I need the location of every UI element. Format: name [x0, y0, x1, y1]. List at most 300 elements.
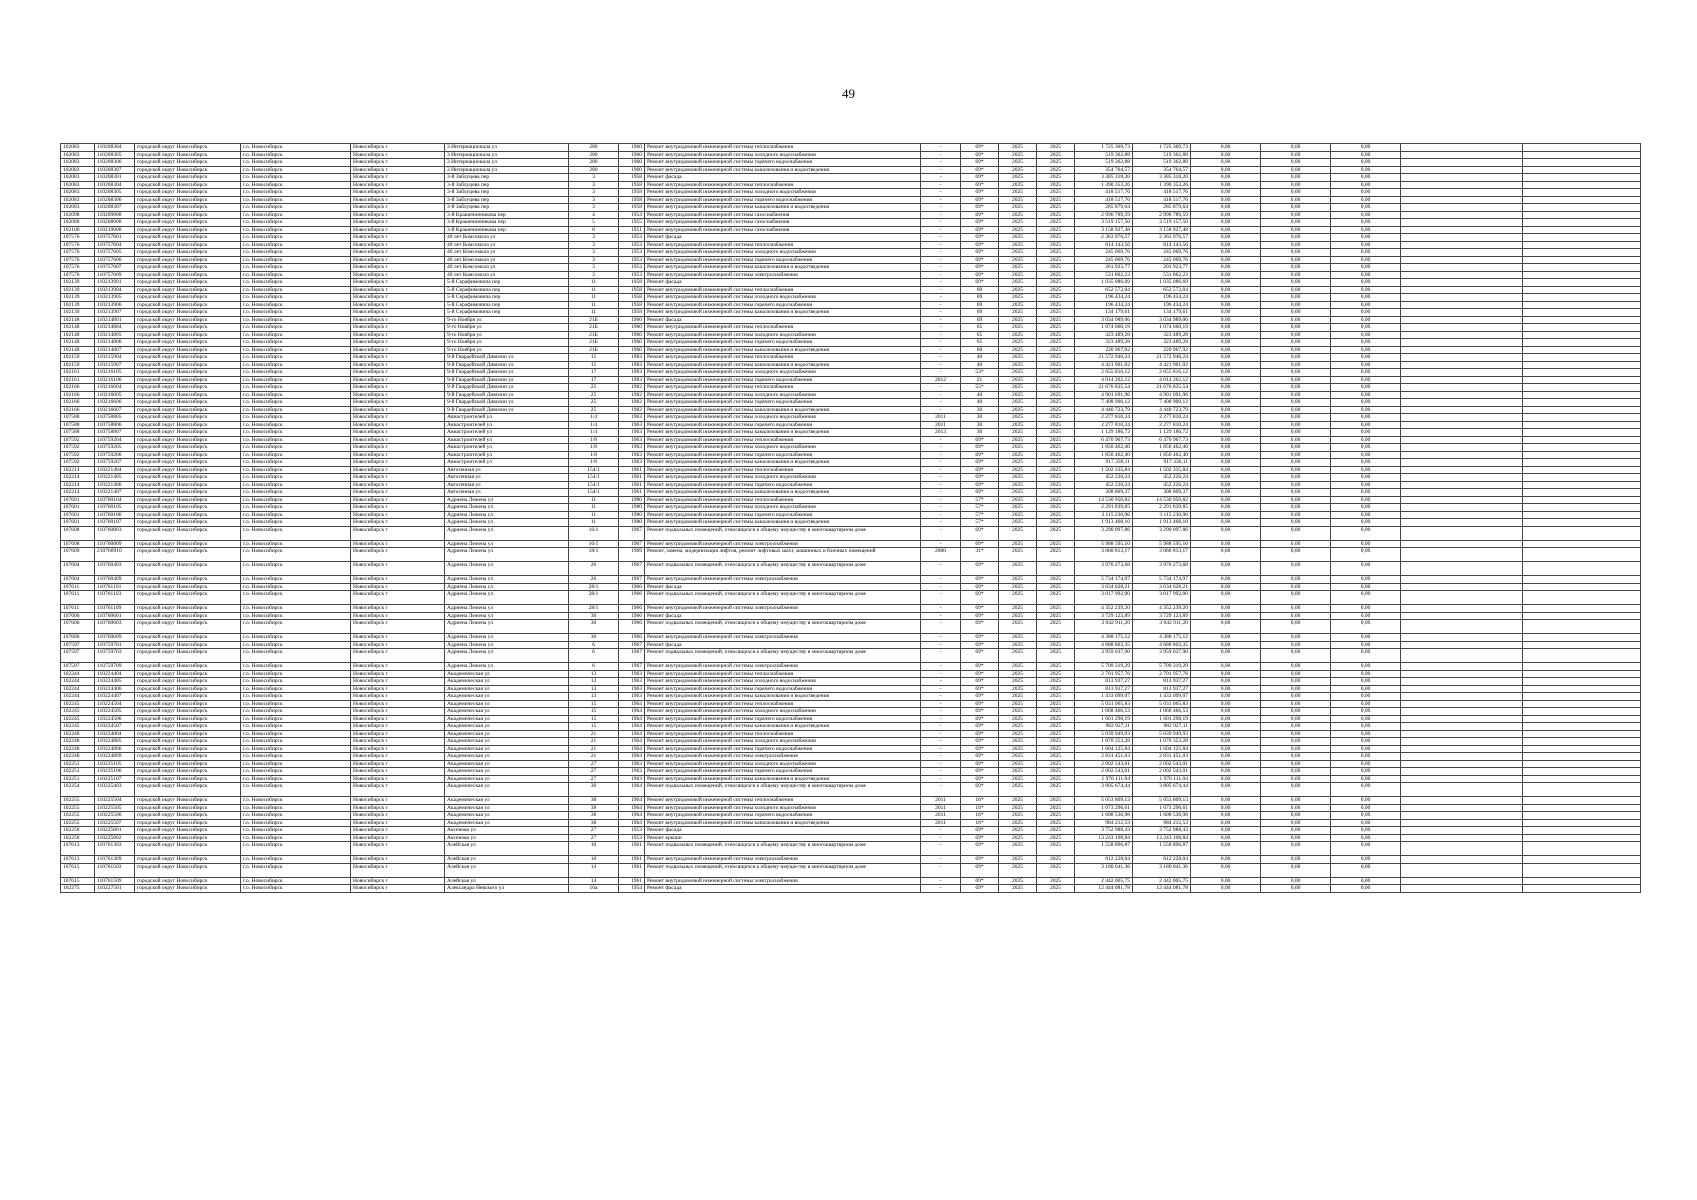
- cell-municipality: г.о. Новосибирск: [241, 842, 351, 856]
- cell-municipality: г.о. Новосибирск: [241, 249, 351, 257]
- cell-house: 16а: [569, 885, 619, 893]
- cell-prev-repair-year: -: [921, 760, 961, 768]
- cell-cost-total: 519 362,88: [1075, 151, 1133, 159]
- cell-work-type: Ремонт фасада: [645, 583, 921, 591]
- cell-plan-end: 2025: [1037, 540, 1075, 548]
- cell-prev-repair-year: -: [921, 685, 961, 693]
- cell-prev-repair-year: -: [921, 700, 961, 708]
- cell-city: Новосибирск г: [351, 286, 445, 294]
- cell-cost-budget-1: 0,00: [1191, 301, 1261, 309]
- cell-city: Новосибирск г: [351, 151, 445, 159]
- cell-cost-budget-1: 0,00: [1191, 324, 1261, 332]
- cell-house: 1/4: [569, 421, 619, 429]
- cell-id: 102161: [61, 376, 95, 384]
- cell-cost-total: 418 517,76: [1075, 196, 1133, 204]
- cell-work-type: Ремонт внутридомовой инженерной системы газоснабжения: [645, 211, 921, 219]
- cell-municipality: г.о. Новосибирск: [241, 591, 351, 605]
- cell-wear: 69*: [961, 241, 999, 249]
- cell-municipality: г.о. Новосибирск: [241, 693, 351, 701]
- cell-plan-end: 2025: [1037, 174, 1075, 182]
- cell-plan-end: 2025: [1037, 166, 1075, 174]
- cell-municipality: г.о. Новосибирск: [241, 670, 351, 678]
- table-row: [61, 451, 1641, 459]
- cell-code: 110225106: [95, 768, 135, 776]
- cell-work-type: Ремонт внутридомовой инженерной системы канализования и водоотведения: [645, 346, 921, 354]
- cell-empty-2: [1523, 354, 1641, 362]
- cell-cost-budget-1: 0,00: [1191, 670, 1261, 678]
- cell-cost-budget-2: 0,00: [1261, 775, 1331, 783]
- cell-code: 110225105: [95, 760, 135, 768]
- cell-street: Академическая ул: [445, 760, 569, 768]
- cell-id: 107611: [61, 591, 95, 605]
- cell-empty-1: [1401, 211, 1523, 219]
- cell-build-year: 1953: [619, 234, 645, 242]
- program-table-container: [60, 143, 1640, 893]
- cell-plan-end: 2025: [1037, 159, 1075, 167]
- cell-cost-owners: 0,00: [1331, 548, 1401, 562]
- cell-code: 110760403: [95, 562, 135, 576]
- cell-cost-owners: 0,00: [1331, 226, 1401, 234]
- cell-cost-budget-1: 0,00: [1191, 834, 1261, 842]
- cell-house: 1/8: [569, 444, 619, 452]
- cell-plan-start: 2025: [999, 548, 1037, 562]
- cell-cost-budget-1: 0,00: [1191, 877, 1261, 885]
- cell-street: 5-й Серафимовича пер: [445, 309, 569, 317]
- cell-id: 102083: [61, 204, 95, 212]
- cell-id: 107615: [61, 863, 95, 877]
- cell-cost-total: 3 034 989,06: [1075, 316, 1133, 324]
- cell-district: городской округ Новосибирск: [135, 715, 241, 723]
- cell-plan-start: 2025: [999, 511, 1037, 519]
- cell-build-year: 1960: [619, 316, 645, 324]
- cell-city: Новосибирск г: [351, 481, 445, 489]
- cell-prev-repair-year: -: [921, 316, 961, 324]
- cell-build-year: 1982: [619, 399, 645, 407]
- cell-cost-owners: 0,00: [1331, 526, 1401, 540]
- cell-city: Новосибирск г: [351, 451, 445, 459]
- cell-id: 102251: [61, 775, 95, 783]
- cell-cost-budget-1: 0,00: [1191, 775, 1261, 783]
- cell-wear: 69*: [961, 181, 999, 189]
- cell-cost-total: 2 277 810,24: [1075, 414, 1133, 422]
- cell-id: 102083: [61, 144, 95, 152]
- cell-plan-end: 2025: [1037, 708, 1075, 716]
- cell-cost-fund: 13 243 108,84: [1133, 834, 1191, 842]
- cell-cost-budget-2: 0,00: [1261, 219, 1331, 227]
- cell-cost-owners: 0,00: [1331, 730, 1401, 738]
- cell-cost-budget-1: 0,00: [1191, 583, 1261, 591]
- cell-empty-1: [1401, 827, 1523, 835]
- cell-plan-start: 2025: [999, 196, 1037, 204]
- cell-prev-repair-year: -: [921, 678, 961, 686]
- cell-id: 102080: [61, 219, 95, 227]
- cell-empty-2: [1523, 819, 1641, 827]
- cell-district: городской округ Новосибирск: [135, 271, 241, 279]
- cell-cost-fund: 5 031 065,83: [1133, 700, 1191, 708]
- cell-empty-1: [1401, 745, 1523, 753]
- cell-empty-2: [1523, 605, 1641, 613]
- cell-house: 10: [569, 842, 619, 856]
- cell-street: Академическая ул: [445, 775, 569, 783]
- cell-street: 3-й Заблуцева пер: [445, 204, 569, 212]
- cell-cost-owners: 0,00: [1331, 466, 1401, 474]
- table-row: [61, 715, 1641, 723]
- cell-work-type: Ремонт внутридомовой инженерной системы теплоснабжения: [645, 700, 921, 708]
- cell-build-year: 1960: [619, 144, 645, 152]
- cell-cost-budget-1: 0,00: [1191, 474, 1261, 482]
- cell-empty-1: [1401, 151, 1523, 159]
- cell-municipality: г.о. Новосибирск: [241, 723, 351, 731]
- cell-id: 107597: [61, 649, 95, 663]
- cell-house: 280: [569, 151, 619, 159]
- cell-cost-total: 354 764,57: [1075, 166, 1133, 174]
- cell-id: 102248: [61, 738, 95, 746]
- cell-cost-total: 452 226,24: [1075, 474, 1133, 482]
- cell-id: 107601: [61, 504, 95, 512]
- cell-municipality: г.о. Новосибирск: [241, 526, 351, 540]
- cell-cost-budget-1: 0,00: [1191, 361, 1261, 369]
- cell-wear: 69*: [961, 649, 999, 663]
- cell-empty-2: [1523, 241, 1641, 249]
- cell-cost-total: 3 729 123,89: [1075, 612, 1133, 620]
- cell-cost-budget-1: 0,00: [1191, 459, 1261, 467]
- cell-build-year: 1963: [619, 436, 645, 444]
- cell-work-type: Ремонт подвальных помещений, относящихся к общему имуществу в многоквартирном доме: [645, 562, 921, 576]
- cell-district: городской округ Новосибирск: [135, 730, 241, 738]
- cell-house: 21: [569, 730, 619, 738]
- cell-cost-budget-2: 0,00: [1261, 496, 1331, 504]
- cell-cost-owners: 0,00: [1331, 885, 1401, 893]
- cell-district: городской округ Новосибирск: [135, 279, 241, 287]
- cell-wear: 69*: [961, 783, 999, 797]
- cell-wear: 69*: [961, 459, 999, 467]
- cell-work-type: Ремонт внутридомовой инженерной системы холодного водоснабжения: [645, 474, 921, 482]
- cell-id: 107601: [61, 496, 95, 504]
- cell-cost-total: 1 850 462,40: [1075, 444, 1133, 452]
- table-row: [61, 429, 1641, 437]
- cell-empty-1: [1401, 286, 1523, 294]
- cell-empty-2: [1523, 181, 1641, 189]
- cell-street: Александра Невского ул: [445, 885, 569, 893]
- cell-cost-total: 5 031 065,83: [1075, 700, 1133, 708]
- cell-build-year: 1983: [619, 354, 645, 362]
- cell-code: 110224407: [95, 693, 135, 701]
- cell-cost-fund: 1 502 335,84: [1133, 466, 1191, 474]
- cell-plan-end: 2025: [1037, 489, 1075, 497]
- cell-cost-budget-1: 0,00: [1191, 591, 1261, 605]
- cell-plan-start: 2025: [999, 489, 1037, 497]
- cell-street: 3-й Крашенинникова пер: [445, 211, 569, 219]
- cell-work-type: Ремонт фасада: [645, 885, 921, 893]
- cell-district: городской округ Новосибирск: [135, 219, 241, 227]
- cell-empty-2: [1523, 708, 1641, 716]
- cell-city: Новосибирск г: [351, 634, 445, 642]
- cell-cost-budget-1: 0,00: [1191, 241, 1261, 249]
- cell-work-type: Ремонт внутридомовой инженерной системы теплоснабжения: [645, 436, 921, 444]
- cell-cost-budget-1: 0,00: [1191, 436, 1261, 444]
- cell-street: Аксенова ул: [445, 834, 569, 842]
- cell-street: Адриена Лежена ул: [445, 511, 569, 519]
- cell-cost-fund: 3 634 628,21: [1133, 583, 1191, 591]
- cell-cost-budget-2: 0,00: [1261, 309, 1331, 317]
- cell-cost-budget-1: 0,00: [1191, 444, 1261, 452]
- cell-prev-repair-year: -: [921, 738, 961, 746]
- cell-municipality: г.о. Новосибирск: [241, 466, 351, 474]
- table-row: [61, 605, 1641, 613]
- table-row: [61, 256, 1641, 264]
- cell-id: 107606: [61, 634, 95, 642]
- table-row: [61, 540, 1641, 548]
- cell-empty-1: [1401, 634, 1523, 642]
- cell-build-year: 1982: [619, 384, 645, 392]
- table-row: [61, 760, 1641, 768]
- cell-house: 38: [569, 797, 619, 805]
- cell-code: 110757606: [95, 256, 135, 264]
- cell-work-type: Ремонт внутридомовой инженерной системы теплоснабжения: [645, 324, 921, 332]
- cell-cost-budget-2: 0,00: [1261, 708, 1331, 716]
- cell-cost-budget-1: 0,00: [1191, 466, 1261, 474]
- cell-empty-1: [1401, 540, 1523, 548]
- cell-cost-budget-2: 0,00: [1261, 166, 1331, 174]
- cell-cost-fund: 1 604 125,84: [1133, 745, 1191, 753]
- cell-id: 107588: [61, 421, 95, 429]
- cell-city: Новосибирск г: [351, 548, 445, 562]
- cell-municipality: г.о. Новосибирск: [241, 489, 351, 497]
- cell-plan-start: 2025: [999, 504, 1037, 512]
- cell-wear: 40: [961, 361, 999, 369]
- cell-plan-end: 2025: [1037, 670, 1075, 678]
- cell-plan-end: 2025: [1037, 649, 1075, 663]
- table-row: [61, 753, 1641, 761]
- table-row: [61, 219, 1641, 227]
- cell-street: 5-й Серафимовича пер: [445, 294, 569, 302]
- cell-cost-fund: 21 676 835,54: [1133, 384, 1191, 392]
- cell-build-year: 1961: [619, 474, 645, 482]
- cell-street: 3-й Крашенинникова пер: [445, 226, 569, 234]
- cell-cost-fund: 519 362,88: [1133, 151, 1191, 159]
- cell-plan-end: 2025: [1037, 511, 1075, 519]
- cell-empty-2: [1523, 842, 1641, 856]
- table-row: [61, 166, 1641, 174]
- cell-cost-total: 196 434,24: [1075, 301, 1133, 309]
- cell-cost-owners: 0,00: [1331, 399, 1401, 407]
- cell-cost-total: 1 502 335,84: [1075, 466, 1133, 474]
- cell-house: 36: [569, 783, 619, 797]
- cell-empty-2: [1523, 583, 1641, 591]
- cell-cost-owners: 0,00: [1331, 863, 1401, 877]
- cell-wear: 69*: [961, 256, 999, 264]
- cell-build-year: 1967: [619, 526, 645, 540]
- cell-id: 107613: [61, 856, 95, 864]
- cell-street: 9-го Ноября ул: [445, 346, 569, 354]
- cell-plan-end: 2025: [1037, 775, 1075, 783]
- cell-district: городской округ Новосибирск: [135, 414, 241, 422]
- cell-cost-owners: 0,00: [1331, 294, 1401, 302]
- cell-municipality: г.о. Новосибирск: [241, 745, 351, 753]
- cell-street: 9-й Гвардейской Дивизии ул: [445, 361, 569, 369]
- cell-house: 21: [569, 738, 619, 746]
- cell-plan-start: 2025: [999, 760, 1037, 768]
- cell-house: 3: [569, 189, 619, 197]
- cell-wear: 69*: [961, 189, 999, 197]
- cell-plan-start: 2025: [999, 421, 1037, 429]
- cell-plan-start: 2025: [999, 745, 1037, 753]
- cell-plan-start: 2025: [999, 144, 1037, 152]
- table-row: [61, 804, 1641, 812]
- cell-cost-owners: 0,00: [1331, 583, 1401, 591]
- cell-street: Алейская ул: [445, 856, 569, 864]
- cell-cost-budget-1: 0,00: [1191, 730, 1261, 738]
- cell-street: 5-й Серафимовича пер: [445, 286, 569, 294]
- cell-street: Авиастроителей ул: [445, 459, 569, 467]
- cell-house: 21Б: [569, 346, 619, 354]
- cell-cost-total: 285 879,64: [1075, 204, 1133, 212]
- cell-work-type: Ремонт внутридомовой инженерной системы холодного водоснабжения: [645, 369, 921, 377]
- cell-cost-total: 3 752 988,43: [1075, 827, 1133, 835]
- cell-street: 9-го Ноября ул: [445, 339, 569, 347]
- cell-plan-start: 2025: [999, 466, 1037, 474]
- cell-prev-repair-year: -: [921, 459, 961, 467]
- cell-house: 1/4: [569, 414, 619, 422]
- cell-cost-owners: 0,00: [1331, 324, 1401, 332]
- cell-cost-budget-2: 0,00: [1261, 151, 1331, 159]
- cell-code: 110224406: [95, 685, 135, 693]
- cell-work-type: Ремонт внутридомовой инженерной системы теплоснабжения: [645, 144, 921, 152]
- cell-build-year: 1967: [619, 562, 645, 576]
- cell-plan-start: 2025: [999, 856, 1037, 864]
- cell-plan-end: 2025: [1037, 583, 1075, 591]
- cell-cost-fund: 5 734 174,97: [1133, 576, 1191, 584]
- cell-code: 110216106: [95, 376, 135, 384]
- cell-cost-budget-1: 0,00: [1191, 279, 1261, 287]
- cell-code: 110224804: [95, 730, 135, 738]
- cell-city: Новосибирск г: [351, 159, 445, 167]
- cell-district: городской округ Новосибирск: [135, 753, 241, 761]
- cell-work-type: Ремонт внутридомовой инженерной системы холодного водоснабжения: [645, 760, 921, 768]
- cell-municipality: г.о. Новосибирск: [241, 576, 351, 584]
- cell-house: 15: [569, 723, 619, 731]
- table-row: [61, 384, 1641, 392]
- cell-cost-total: 4 421 901,02: [1075, 361, 1133, 369]
- cell-id: 102148: [61, 331, 95, 339]
- cell-municipality: г.о. Новосибирск: [241, 540, 351, 548]
- cell-district: городской округ Новосибирск: [135, 511, 241, 519]
- cell-code: 110759709: [95, 663, 135, 671]
- cell-cost-total: 245 069,76: [1075, 249, 1133, 257]
- cell-prev-repair-year: -: [921, 649, 961, 663]
- cell-plan-end: 2025: [1037, 723, 1075, 731]
- table-row: [61, 144, 1641, 152]
- cell-code: 110757607: [95, 264, 135, 272]
- cell-build-year: 1961: [619, 489, 645, 497]
- cell-work-type: Ремонт подвальных помещений, относящихся к общему имуществу в многоквартирном доме: [645, 783, 921, 797]
- cell-cost-owners: 0,00: [1331, 391, 1401, 399]
- cell-cost-budget-2: 0,00: [1261, 540, 1331, 548]
- cell-house: 3: [569, 174, 619, 182]
- cell-plan-end: 2025: [1037, 760, 1075, 768]
- cell-city: Новосибирск г: [351, 723, 445, 731]
- cell-municipality: г.о. Новосибирск: [241, 797, 351, 805]
- cell-empty-1: [1401, 678, 1523, 686]
- cell-code: 110757604: [95, 241, 135, 249]
- cell-plan-start: 2025: [999, 583, 1037, 591]
- cell-cost-fund: 3 060 813,17: [1133, 548, 1191, 562]
- cell-code: 110227501: [95, 885, 135, 893]
- cell-empty-2: [1523, 827, 1641, 835]
- cell-city: Новосибирск г: [351, 196, 445, 204]
- cell-work-type: Ремонт внутридомовой инженерной системы холодного водоснабжения: [645, 331, 921, 339]
- cell-cost-total: 323 489,28: [1075, 339, 1133, 347]
- cell-cost-fund: 1 129 186,72: [1133, 429, 1191, 437]
- cell-street: 40 лет Комсомола ул: [445, 264, 569, 272]
- cell-house: 17: [569, 376, 619, 384]
- cell-empty-2: [1523, 286, 1641, 294]
- cell-cost-budget-2: 0,00: [1261, 211, 1331, 219]
- cell-municipality: г.о. Новосибирск: [241, 496, 351, 504]
- cell-build-year: 1963: [619, 414, 645, 422]
- cell-plan-end: 2025: [1037, 256, 1075, 264]
- cell-district: городской округ Новосибирск: [135, 361, 241, 369]
- cell-municipality: г.о. Новосибирск: [241, 331, 351, 339]
- cell-empty-2: [1523, 649, 1641, 663]
- cell-municipality: г.о. Новосибирск: [241, 316, 351, 324]
- cell-district: городской округ Новосибирск: [135, 189, 241, 197]
- cell-prev-repair-year: 2012: [921, 376, 961, 384]
- cell-prev-repair-year: -: [921, 576, 961, 584]
- cell-cost-budget-1: 0,00: [1191, 700, 1261, 708]
- cell-id: 102139: [61, 294, 95, 302]
- cell-prev-repair-year: -: [921, 634, 961, 642]
- cell-municipality: г.о. Новосибирск: [241, 301, 351, 309]
- cell-district: городской округ Новосибирск: [135, 489, 241, 497]
- cell-work-type: Ремонт, замена, модернизация лифтов, ремонт лифтовых шахт, машинных и блочных помещений: [645, 548, 921, 562]
- cell-cost-budget-1: 0,00: [1191, 406, 1261, 414]
- cell-wear: 69*: [961, 436, 999, 444]
- cell-street: Адриена Лежена ул: [445, 620, 569, 634]
- cell-municipality: г.о. Новосибирск: [241, 519, 351, 527]
- cell-wear: 57*: [961, 504, 999, 512]
- cell-build-year: 1958: [619, 301, 645, 309]
- cell-build-year: 1961: [619, 466, 645, 474]
- cell-plan-end: 2025: [1037, 591, 1075, 605]
- cell-cost-budget-1: 0,00: [1191, 354, 1261, 362]
- cell-city: Новосибирск г: [351, 708, 445, 716]
- cell-work-type: Ремонт внутридомовой инженерной системы горячего водоснабжения: [645, 451, 921, 459]
- cell-house: 3: [569, 271, 619, 279]
- cell-wear: 69*: [961, 196, 999, 204]
- cell-wear: 69*: [961, 842, 999, 856]
- cell-house: 3: [569, 264, 619, 272]
- cell-prev-repair-year: -: [921, 174, 961, 182]
- cell-cost-owners: 0,00: [1331, 219, 1401, 227]
- cell-cost-owners: 0,00: [1331, 834, 1401, 842]
- cell-plan-start: 2025: [999, 241, 1037, 249]
- cell-cost-budget-1: 0,00: [1191, 723, 1261, 731]
- cell-district: городской округ Новосибирск: [135, 339, 241, 347]
- cell-build-year: 1966: [619, 591, 645, 605]
- cell-work-type: Ремонт внутридомовой инженерной системы горячего водоснабжения: [645, 768, 921, 776]
- cell-code: 110216105: [95, 369, 135, 377]
- cell-district: городской округ Новосибирск: [135, 196, 241, 204]
- cell-wear: 69: [961, 316, 999, 324]
- table-row: [61, 812, 1641, 820]
- cell-plan-end: 2025: [1037, 783, 1075, 797]
- cell-wear: 69*: [961, 211, 999, 219]
- table-row: [61, 226, 1641, 234]
- cell-work-type: Ремонт внутридомовой инженерной системы горячего водоснабжения: [645, 301, 921, 309]
- cell-prev-repair-year: -: [921, 562, 961, 576]
- cell-plan-start: 2025: [999, 723, 1037, 731]
